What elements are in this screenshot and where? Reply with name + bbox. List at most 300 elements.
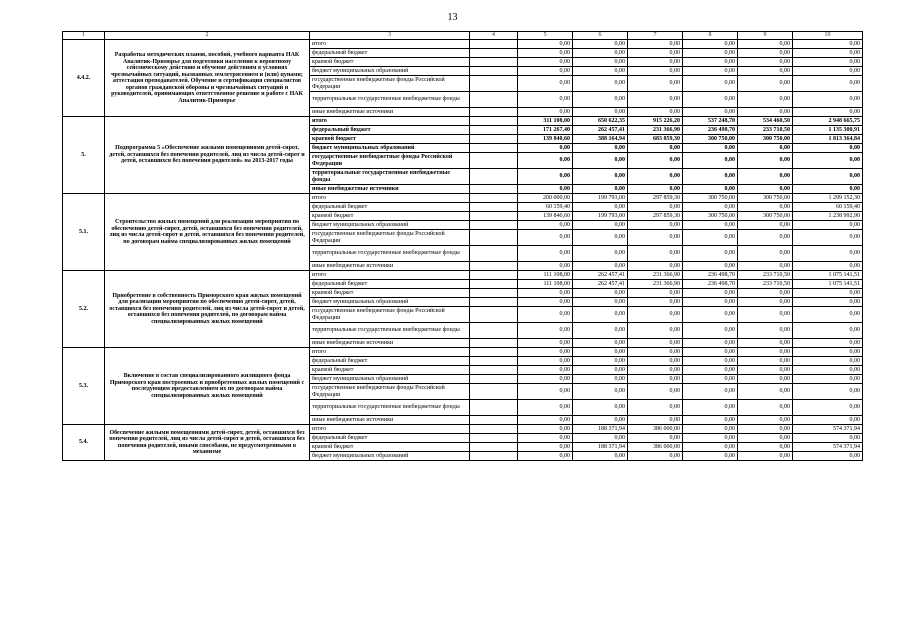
value-cell: 0,00 — [793, 357, 863, 366]
value-cell: 0,00 — [683, 400, 738, 416]
empty-cell — [470, 289, 518, 298]
value-cell: 233 710,50 — [738, 271, 793, 280]
value-cell: 0,00 — [683, 416, 738, 425]
funding-source: федеральный бюджет — [310, 280, 470, 289]
value-cell: 0,00 — [573, 153, 628, 169]
value-cell: 0,00 — [683, 425, 738, 434]
value-cell: 0,00 — [628, 262, 683, 271]
value-cell: 0,00 — [683, 434, 738, 443]
value-cell: 0,00 — [518, 230, 573, 246]
column-header: 8 — [683, 32, 738, 40]
empty-cell — [470, 135, 518, 144]
value-cell: 0,00 — [518, 108, 573, 117]
value-cell: 0,00 — [793, 366, 863, 375]
value-cell: 300 750,00 — [738, 212, 793, 221]
value-cell: 60 159,40 — [518, 203, 573, 212]
value-cell: 0,00 — [573, 58, 628, 67]
value-cell: 0,00 — [683, 339, 738, 348]
funding-source: краевой бюджет — [310, 366, 470, 375]
value-cell: 0,00 — [518, 357, 573, 366]
value-cell: 0,00 — [683, 203, 738, 212]
value-cell: 0,00 — [683, 169, 738, 185]
value-cell: 1 135 300,91 — [793, 126, 863, 135]
value-cell: 0,00 — [518, 366, 573, 375]
value-cell: 0,00 — [683, 185, 738, 194]
value-cell: 0,00 — [518, 246, 573, 262]
value-cell: 111 108,00 — [518, 271, 573, 280]
value-cell: 0,00 — [518, 262, 573, 271]
value-cell: 0,00 — [793, 108, 863, 117]
value-cell: 0,00 — [573, 49, 628, 58]
value-cell: 0,00 — [628, 49, 683, 58]
funding-source: территориальные государственные внебюджетные фонды — [310, 246, 470, 262]
value-cell: 0,00 — [793, 76, 863, 92]
empty-cell — [470, 203, 518, 212]
value-cell: 300 750,00 — [738, 135, 793, 144]
funding-source: бюджет муниципальных образований — [310, 375, 470, 384]
value-cell: 0,00 — [518, 289, 573, 298]
value-cell: 0,00 — [573, 230, 628, 246]
value-cell: 0,00 — [683, 230, 738, 246]
value-cell: 0,00 — [573, 92, 628, 108]
value-cell: 0,00 — [738, 323, 793, 339]
empty-cell — [470, 348, 518, 357]
value-cell: 0,00 — [683, 262, 738, 271]
funding-source: иные внебюджетные источники — [310, 262, 470, 271]
value-cell: 1 075 141,51 — [793, 271, 863, 280]
value-cell: 0,00 — [738, 153, 793, 169]
funding-source: государственные внебюджетные фонды Российской Федерации — [310, 153, 470, 169]
value-cell: 0,00 — [518, 339, 573, 348]
value-cell: 0,00 — [573, 400, 628, 416]
value-cell: 0,00 — [793, 221, 863, 230]
value-cell: 0,00 — [518, 298, 573, 307]
empty-cell — [470, 366, 518, 375]
value-cell: 0,00 — [738, 366, 793, 375]
section-code: 4.4.2. — [63, 40, 105, 117]
funding-source: итого — [310, 348, 470, 357]
page-number: 13 — [447, 12, 458, 23]
value-cell: 0,00 — [738, 434, 793, 443]
value-cell: 0,00 — [793, 434, 863, 443]
funding-source: итого — [310, 117, 470, 126]
funding-source: территориальные государственные внебюджетные фонды — [310, 92, 470, 108]
value-cell: 236 498,70 — [683, 126, 738, 135]
value-cell: 0,00 — [628, 92, 683, 108]
value-cell: 0,00 — [683, 67, 738, 76]
value-cell: 200 000,00 — [518, 194, 573, 203]
value-cell: 386 000,00 — [628, 443, 683, 452]
value-cell: 139 840,60 — [518, 135, 573, 144]
value-cell: 233 710,50 — [738, 126, 793, 135]
value-cell: 231 366,90 — [628, 280, 683, 289]
value-cell: 0,00 — [793, 230, 863, 246]
table-row — [63, 348, 863, 357]
value-cell: 0,00 — [738, 384, 793, 400]
value-cell: 0,00 — [793, 185, 863, 194]
empty-cell — [470, 117, 518, 126]
empty-cell — [470, 58, 518, 67]
value-cell: 0,00 — [628, 203, 683, 212]
value-cell: 0,00 — [628, 400, 683, 416]
value-cell: 0,00 — [518, 348, 573, 357]
value-cell: 0,00 — [683, 384, 738, 400]
value-cell: 0,00 — [518, 384, 573, 400]
funding-source: бюджет муниципальных образований — [310, 221, 470, 230]
empty-cell — [470, 434, 518, 443]
value-cell: 0,00 — [793, 67, 863, 76]
value-cell: 0,00 — [518, 153, 573, 169]
value-cell: 0,00 — [518, 144, 573, 153]
budget-table — [62, 31, 863, 461]
value-cell: 0,00 — [793, 348, 863, 357]
value-cell: 0,00 — [628, 221, 683, 230]
funding-source: территориальные государственные внебюджетные фонды — [310, 323, 470, 339]
funding-source: краевой бюджет — [310, 212, 470, 221]
value-cell: 0,00 — [628, 108, 683, 117]
value-cell: 0,00 — [738, 298, 793, 307]
value-cell: 0,00 — [573, 169, 628, 185]
value-cell: 0,00 — [683, 452, 738, 461]
value-cell: 0,00 — [518, 76, 573, 92]
value-cell: 0,00 — [518, 67, 573, 76]
value-cell: 0,00 — [573, 416, 628, 425]
empty-cell — [470, 126, 518, 135]
funding-source: государственные внебюджетные фонды Российской Федерации — [310, 76, 470, 92]
table-row — [63, 271, 863, 280]
value-cell: 0,00 — [683, 289, 738, 298]
empty-cell — [470, 169, 518, 185]
empty-cell — [470, 298, 518, 307]
value-cell: 0,00 — [738, 185, 793, 194]
value-cell: 0,00 — [683, 108, 738, 117]
empty-cell — [470, 307, 518, 323]
value-cell: 0,00 — [738, 307, 793, 323]
value-cell: 0,00 — [573, 384, 628, 400]
value-cell: 262 457,41 — [573, 126, 628, 135]
value-cell: 0,00 — [628, 153, 683, 169]
empty-cell — [470, 76, 518, 92]
value-cell: 0,00 — [573, 144, 628, 153]
value-cell: 0,00 — [573, 246, 628, 262]
value-cell: 0,00 — [573, 76, 628, 92]
funding-source: государственные внебюджетные фонды Российской Федерации — [310, 307, 470, 323]
value-cell: 233 710,50 — [738, 280, 793, 289]
value-cell: 231 366,90 — [628, 126, 683, 135]
value-cell: 0,00 — [738, 92, 793, 108]
value-cell: 0,00 — [573, 357, 628, 366]
value-cell: 0,00 — [793, 246, 863, 262]
value-cell: 1 299 152,30 — [793, 194, 863, 203]
value-cell: 0,00 — [573, 40, 628, 49]
value-cell: 0,00 — [683, 323, 738, 339]
value-cell: 1 238 992,90 — [793, 212, 863, 221]
value-cell: 0,00 — [573, 298, 628, 307]
empty-cell — [470, 416, 518, 425]
value-cell: 0,00 — [793, 323, 863, 339]
value-cell: 0,00 — [628, 366, 683, 375]
section-code: 5.4. — [63, 425, 105, 461]
column-header: 6 — [573, 32, 628, 40]
value-cell: 0,00 — [738, 443, 793, 452]
funding-source: краевой бюджет — [310, 289, 470, 298]
value-cell: 0,00 — [518, 58, 573, 67]
value-cell: 300 750,00 — [683, 194, 738, 203]
empty-cell — [470, 339, 518, 348]
value-cell: 0,00 — [683, 307, 738, 323]
value-cell: 0,00 — [628, 230, 683, 246]
value-cell: 0,00 — [518, 434, 573, 443]
value-cell: 0,00 — [793, 289, 863, 298]
funding-source: бюджет муниципальных образований — [310, 452, 470, 461]
value-cell: 0,00 — [683, 375, 738, 384]
value-cell: 0,00 — [793, 153, 863, 169]
funding-source: итого — [310, 425, 470, 434]
value-cell: 0,00 — [683, 357, 738, 366]
value-cell: 0,00 — [738, 246, 793, 262]
column-header: 10 — [793, 32, 863, 40]
section-code: 5.1. — [63, 194, 105, 271]
value-cell: 0,00 — [683, 76, 738, 92]
value-cell: 0,00 — [628, 246, 683, 262]
table-row — [63, 117, 863, 126]
section-code: 5.3. — [63, 348, 105, 425]
value-cell: 0,00 — [738, 452, 793, 461]
empty-cell — [470, 212, 518, 221]
value-cell: 0,00 — [573, 323, 628, 339]
value-cell: 0,00 — [793, 400, 863, 416]
value-cell: 0,00 — [573, 434, 628, 443]
value-cell: 0,00 — [518, 323, 573, 339]
value-cell: 0,00 — [793, 92, 863, 108]
table-row — [63, 194, 863, 203]
value-cell: 0,00 — [738, 221, 793, 230]
value-cell: 0,00 — [518, 169, 573, 185]
funding-source: краевой бюджет — [310, 58, 470, 67]
column-header: 1 — [63, 32, 105, 40]
value-cell: 0,00 — [518, 221, 573, 230]
value-cell: 171 267,40 — [518, 126, 573, 135]
value-cell: 0,00 — [683, 144, 738, 153]
value-cell: 0,00 — [573, 67, 628, 76]
value-cell: 0,00 — [628, 40, 683, 49]
value-cell: 0,00 — [738, 203, 793, 212]
funding-source: государственные внебюджетные фонды Российской Федерации — [310, 384, 470, 400]
value-cell: 0,00 — [738, 144, 793, 153]
value-cell: 0,00 — [793, 298, 863, 307]
value-cell: 0,00 — [573, 348, 628, 357]
value-cell: 0,00 — [683, 49, 738, 58]
value-cell: 188 371,94 — [573, 425, 628, 434]
value-cell: 0,00 — [793, 262, 863, 271]
value-cell: 0,00 — [573, 221, 628, 230]
value-cell: 199 793,00 — [573, 194, 628, 203]
value-cell: 0,00 — [518, 400, 573, 416]
empty-cell — [470, 323, 518, 339]
empty-cell — [470, 262, 518, 271]
value-cell: 0,00 — [628, 58, 683, 67]
funding-source: краевой бюджет — [310, 443, 470, 452]
value-cell: 231 366,90 — [628, 271, 683, 280]
funding-source: федеральный бюджет — [310, 434, 470, 443]
empty-cell — [470, 384, 518, 400]
value-cell: 0,00 — [683, 153, 738, 169]
funding-source: территориальные государственные внебюджетные фонды — [310, 400, 470, 416]
value-cell: 300 750,00 — [683, 135, 738, 144]
value-cell: 0,00 — [793, 339, 863, 348]
value-cell: 2 948 665,75 — [793, 117, 863, 126]
value-cell: 0,00 — [573, 108, 628, 117]
value-cell: 0,00 — [628, 144, 683, 153]
funding-source: государственные внебюджетные фонды Российской Федерации — [310, 230, 470, 246]
value-cell: 0,00 — [628, 348, 683, 357]
empty-cell — [470, 375, 518, 384]
value-cell: 0,00 — [683, 443, 738, 452]
value-cell: 0,00 — [573, 262, 628, 271]
value-cell: 0,00 — [628, 307, 683, 323]
value-cell: 0,00 — [683, 221, 738, 230]
value-cell: 0,00 — [793, 307, 863, 323]
empty-cell — [470, 144, 518, 153]
empty-cell — [470, 185, 518, 194]
value-cell: 0,00 — [738, 76, 793, 92]
empty-cell — [470, 153, 518, 169]
value-cell: 0,00 — [628, 185, 683, 194]
section-name: Приобретение в собственность Приморского края жилых помещений для реализации мероприятия по обеспечению детей-сирот, детей, оставшихся без попечения родителей, лиц из числа детей-сирот и детей, оставшихся без попечения родителей, по договорам найма специализированных жилых помещений — [105, 271, 310, 348]
value-cell: 0,00 — [738, 108, 793, 117]
value-cell: 0,00 — [628, 434, 683, 443]
column-header: 5 — [518, 32, 573, 40]
section-name: Включение в состав специализированного жилищного фонда Приморского края построенных и приобретенных жилых помещений с последующим предоставлением их по договорам найма специализированных жилых помещений — [105, 348, 310, 425]
value-cell: 0,00 — [793, 375, 863, 384]
empty-cell — [470, 280, 518, 289]
value-cell: 683 859,30 — [628, 135, 683, 144]
funding-source: итого — [310, 271, 470, 280]
value-cell: 300 750,00 — [683, 212, 738, 221]
value-cell: 0,00 — [793, 452, 863, 461]
empty-cell — [470, 194, 518, 203]
value-cell: 0,00 — [738, 339, 793, 348]
value-cell: 0,00 — [573, 375, 628, 384]
funding-source: иные внебюджетные источники — [310, 185, 470, 194]
funding-source: иные внебюджетные источники — [310, 108, 470, 117]
value-cell: 0,00 — [628, 76, 683, 92]
value-cell: 386 000,00 — [628, 425, 683, 434]
value-cell: 388 164,94 — [573, 135, 628, 144]
value-cell: 574 371,94 — [793, 443, 863, 452]
value-cell: 0,00 — [738, 67, 793, 76]
value-cell: 0,00 — [628, 339, 683, 348]
value-cell: 0,00 — [738, 230, 793, 246]
value-cell: 0,00 — [738, 425, 793, 434]
funding-source: федеральный бюджет — [310, 126, 470, 135]
value-cell: 0,00 — [738, 169, 793, 185]
value-cell: 0,00 — [518, 425, 573, 434]
value-cell: 0,00 — [573, 452, 628, 461]
value-cell: 0,00 — [628, 323, 683, 339]
value-cell: 0,00 — [738, 49, 793, 58]
value-cell: 0,00 — [793, 40, 863, 49]
value-cell: 0,00 — [518, 416, 573, 425]
value-cell: 0,00 — [683, 366, 738, 375]
value-cell: 0,00 — [518, 92, 573, 108]
section-code: 5.2. — [63, 271, 105, 348]
section-name: Подпрограмма 5 «Обеспечение жилыми помещениями детей-сирот, детей, оставшихся без попечения родителей, лиц из числа детей-сирот и детей, оставшихся без попечения родителей» на 2013-2017 годы — [105, 117, 310, 194]
value-cell: 534 460,50 — [738, 117, 793, 126]
value-cell: 0,00 — [573, 289, 628, 298]
funding-source: бюджет муниципальных образований — [310, 298, 470, 307]
empty-cell — [470, 425, 518, 434]
column-header: 9 — [738, 32, 793, 40]
value-cell: 537 248,70 — [683, 117, 738, 126]
value-cell: 0,00 — [738, 262, 793, 271]
column-header: 2 — [105, 32, 310, 40]
value-cell: 0,00 — [518, 443, 573, 452]
value-cell: 139 840,60 — [518, 212, 573, 221]
value-cell: 0,00 — [793, 49, 863, 58]
table-row — [63, 40, 863, 49]
value-cell: 1 075 141,51 — [793, 280, 863, 289]
value-cell: 0,00 — [738, 58, 793, 67]
value-cell: 0,00 — [518, 307, 573, 323]
value-cell: 0,00 — [628, 298, 683, 307]
value-cell: 0,00 — [573, 307, 628, 323]
section-code: 5. — [63, 117, 105, 194]
column-header: 7 — [628, 32, 683, 40]
value-cell: 111 108,00 — [518, 280, 573, 289]
value-cell: 0,00 — [738, 40, 793, 49]
funding-source: бюджет муниципальных образований — [310, 67, 470, 76]
value-cell: 0,00 — [683, 246, 738, 262]
funding-source: территориальные государственные внебюджетные фонды — [310, 169, 470, 185]
empty-cell — [470, 443, 518, 452]
value-cell: 297 859,30 — [628, 194, 683, 203]
value-cell: 60 159,40 — [793, 203, 863, 212]
value-cell: 0,00 — [683, 40, 738, 49]
empty-cell — [470, 49, 518, 58]
empty-cell — [470, 221, 518, 230]
value-cell: 0,00 — [738, 375, 793, 384]
funding-source: иные внебюджетные источники — [310, 416, 470, 425]
value-cell: 0,00 — [683, 92, 738, 108]
value-cell: 0,00 — [628, 357, 683, 366]
value-cell: 0,00 — [518, 40, 573, 49]
funding-source: федеральный бюджет — [310, 49, 470, 58]
value-cell: 236 498,70 — [683, 280, 738, 289]
value-cell: 0,00 — [683, 58, 738, 67]
empty-cell — [470, 40, 518, 49]
value-cell: 0,00 — [628, 416, 683, 425]
value-cell: 0,00 — [738, 289, 793, 298]
funding-source: итого — [310, 194, 470, 203]
value-cell: 0,00 — [628, 289, 683, 298]
funding-source: краевой бюджет — [310, 135, 470, 144]
value-cell: 188 371,94 — [573, 443, 628, 452]
value-cell: 297 859,30 — [628, 212, 683, 221]
value-cell: 0,00 — [738, 348, 793, 357]
value-cell: 0,00 — [518, 185, 573, 194]
value-cell: 0,00 — [628, 169, 683, 185]
value-cell: 0,00 — [683, 348, 738, 357]
value-cell: 0,00 — [573, 185, 628, 194]
value-cell: 0,00 — [518, 49, 573, 58]
value-cell: 0,00 — [793, 58, 863, 67]
value-cell: 0,00 — [738, 400, 793, 416]
empty-cell — [470, 400, 518, 416]
column-header: 4 — [470, 32, 518, 40]
table-row — [63, 425, 863, 434]
value-cell: 1 813 364,84 — [793, 135, 863, 144]
